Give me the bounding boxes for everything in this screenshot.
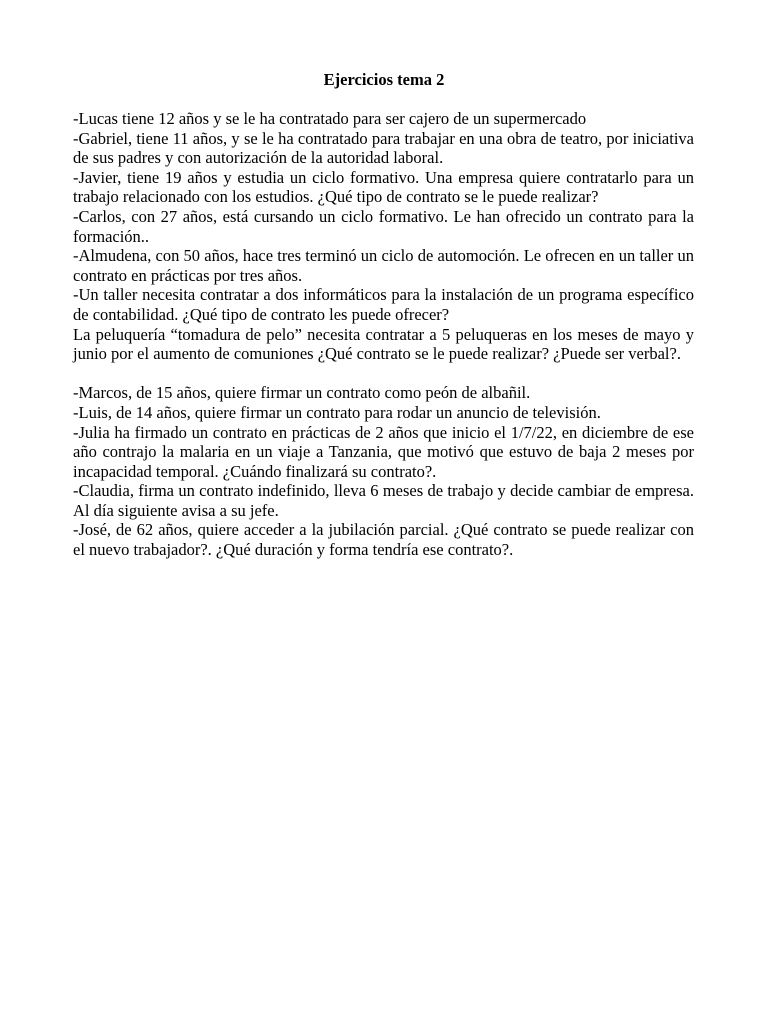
exercise-paragraph: -Un taller necesita contratar a dos informáticos para la instalación de un programa específico de contabilidad. ¿Qué tipo de contrato les puede ofrecer? bbox=[73, 285, 694, 324]
exercise-paragraph: -Marcos, de 15 años, quiere firmar un contrato como peón de albañil. bbox=[73, 383, 531, 403]
exercise-paragraph: -Carlos, con 27 años, está cursando un ciclo formativo. Le han ofrecido un contrato para la formación.. bbox=[73, 206, 694, 246]
exercise-paragraph: -Almudena, con 50 años, hace tres terminó un ciclo de automoción. Le ofrecen en un taller un contrato en prácticas por tres años. bbox=[73, 246, 694, 285]
exercise-paragraph: -Luis, de 14 años, quiere firmar un contrato para rodar un anuncio de televisión. bbox=[73, 402, 601, 422]
exercise-paragraph: -Lucas tiene 12 años y se le ha contratado para ser cajero de un supermercado bbox=[73, 109, 587, 128]
exercise-paragraph: -Gabriel, tiene 11 años, y se le ha contratado para trabajar en una obra de teatro, por iniciativa de sus padres y con autorización de la autoridad laboral. bbox=[73, 128, 694, 168]
blank-line bbox=[73, 364, 694, 384]
exercise-paragraph: -Julia ha firmado un contrato en prácticas de 2 años que inicio el 1/7/22, en diciembre de ese año contrajo la malaria en un viaje a Tanzania, que motivó que estuvo de baja 2 meses por incapacidad temporal. ¿Cuándo finalizará su contrato?. bbox=[73, 422, 694, 481]
exercise-paragraph: La peluquería “tomadura de pelo” necesita contratar a 5 peluqueras en los meses de mayo y junio por el aumento de comuniones ¿Qué contrato se le puede realizar? ¿Puede ser verbal?. bbox=[73, 324, 694, 364]
document-body bbox=[73, 109, 694, 560]
exercise-paragraph: -Claudia, firma un contrato indefinido, lleva 6 meses de trabajo y decide cambiar de empresa. Al día siguiente avisa a su jefe. bbox=[73, 481, 694, 520]
exercise-paragraph: -José, de 62 años, quiere acceder a la jubilación parcial. ¿Qué contrato se puede realizar con el nuevo trabajador?. ¿Qué duración y forma tendría ese contrato?. bbox=[73, 520, 694, 560]
exercise-paragraph: -Javier, tiene 19 años y estudia un ciclo formativo. Una empresa quiere contratarlo para un trabajo relacionado con los estudios. ¿Qué tipo de contrato se le puede realizar? bbox=[73, 167, 694, 207]
document-title: Ejercicios tema 2 bbox=[323, 70, 445, 89]
